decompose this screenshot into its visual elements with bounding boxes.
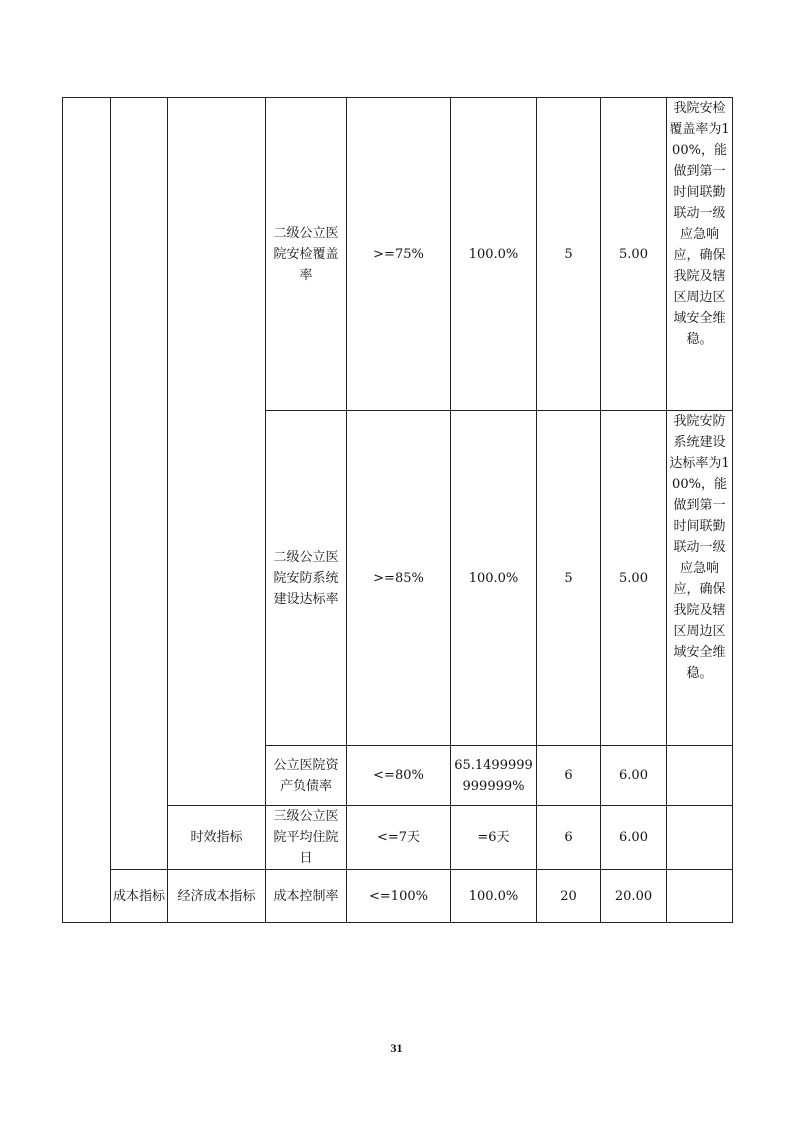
score-cell: 5.00 — [601, 98, 667, 411]
weight-cell: 5 — [537, 98, 601, 411]
score-cell: 20.00 — [601, 870, 667, 923]
target-cell: <=80% — [347, 746, 451, 806]
level1-cell — [63, 98, 111, 923]
page-number: 31 — [390, 1041, 403, 1055]
note-cell — [667, 746, 733, 806]
performance-table — [62, 97, 733, 923]
weight-cell: 6 — [537, 806, 601, 870]
target-cell: <=7天 — [347, 806, 451, 870]
note-cell — [667, 806, 733, 870]
sub-category-cell: 时效指标 — [168, 806, 266, 870]
actual-cell: 65.1499999999999% — [451, 746, 537, 806]
level3-cell — [168, 98, 266, 806]
score-cell: 6.00 — [601, 806, 667, 870]
note-cell — [667, 870, 733, 923]
note-cell: 我院安防系统建设达标率为100%，能做到第一时间联勤联动一级应急响应，确保我院及辖区周边区域安全维稳。 — [667, 411, 733, 746]
indicator-cell: 公立医院资产负债率 — [266, 746, 347, 806]
actual-cell: 100.0% — [451, 870, 537, 923]
weight-cell: 6 — [537, 746, 601, 806]
table-row — [63, 870, 733, 923]
actual-cell: =6天 — [451, 806, 537, 870]
actual-cell: 100.0% — [451, 411, 537, 746]
weight-cell: 5 — [537, 411, 601, 746]
level2-cell — [111, 98, 168, 870]
score-cell: 6.00 — [601, 746, 667, 806]
weight-cell: 20 — [537, 870, 601, 923]
indicator-cell: 三级公立医院平均住院日 — [266, 806, 347, 870]
target-cell: <=100% — [347, 870, 451, 923]
actual-cell: 100.0% — [451, 98, 537, 411]
indicator-cell: 二级公立医院安防系统建设达标率 — [266, 411, 347, 746]
indicator-cell: 成本控制率 — [266, 870, 347, 923]
category-cell: 成本指标 — [111, 870, 168, 923]
target-cell: >=85% — [347, 411, 451, 746]
target-cell: >=75% — [347, 98, 451, 411]
table-row — [63, 98, 733, 411]
sub-category-cell: 经济成本指标 — [168, 870, 266, 923]
score-cell: 5.00 — [601, 411, 667, 746]
indicator-cell: 二级公立医院安检覆盖率 — [266, 98, 347, 411]
note-cell: 我院安检覆盖率为100%，能做到第一时间联勤联动一级应急响应，确保我院及辖区周边区域安全维稳。 — [667, 98, 733, 411]
